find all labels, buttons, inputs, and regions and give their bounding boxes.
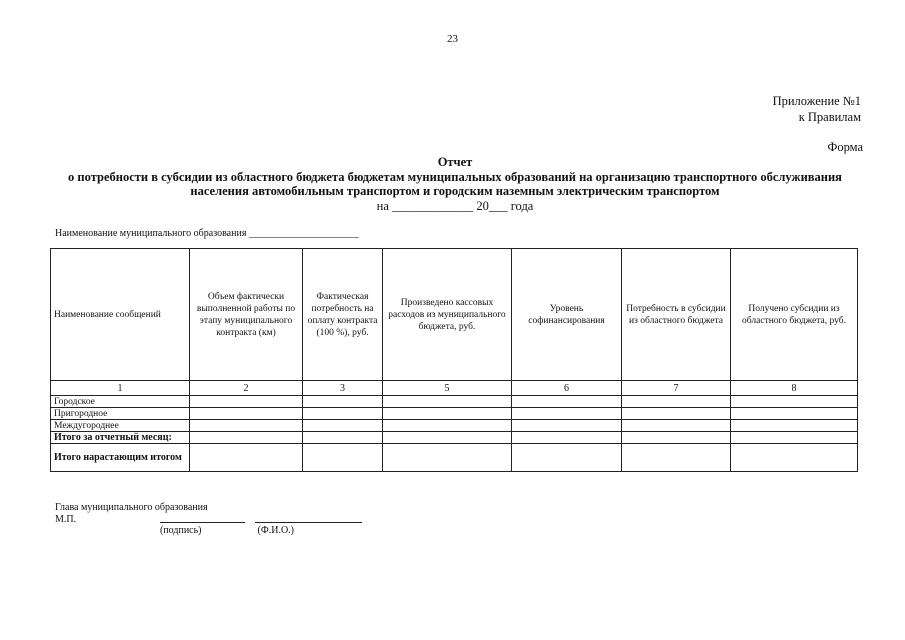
header-cell: Получено субсидии из областного бюджета, руб. xyxy=(731,249,858,381)
column-number: 8 xyxy=(731,381,858,396)
row-label: Пригородное xyxy=(51,408,190,420)
title-line-3: населения автомобильным транспортом и городским наземным электрическим транспортом xyxy=(190,184,720,198)
appendix-note xyxy=(773,93,861,125)
column-number-row xyxy=(51,381,858,396)
table-cell xyxy=(731,408,858,420)
table-header-row xyxy=(51,249,858,381)
table-cell xyxy=(512,420,622,432)
table-cell xyxy=(383,396,512,408)
table-cell xyxy=(731,420,858,432)
table-cell xyxy=(383,420,512,432)
signature-title: Глава муниципального образования xyxy=(55,502,208,513)
appendix-line-1: Приложение №1 xyxy=(772,94,861,108)
table-row-total-month xyxy=(51,432,858,444)
header-cell: Наименование сообщений xyxy=(51,249,190,381)
table-cell xyxy=(622,420,731,432)
column-number: 6 xyxy=(512,381,622,396)
header-cell: Фактическая потребность на оплату контракта (100 %), руб. xyxy=(303,249,383,381)
row-label: Итого нарастающим итогом xyxy=(51,444,190,472)
table-cell xyxy=(190,432,303,444)
stamp-label: М.П. xyxy=(55,514,77,525)
table-cell xyxy=(303,432,383,444)
report-period: на _____________ 20___ года xyxy=(376,199,534,213)
table-cell xyxy=(512,408,622,420)
column-number: 7 xyxy=(622,381,731,396)
table-cell xyxy=(190,396,303,408)
column-number: 1 xyxy=(51,381,190,396)
table-cell xyxy=(731,444,858,472)
table-cell xyxy=(383,432,512,444)
table-cell xyxy=(383,408,512,420)
table-cell xyxy=(190,444,303,472)
table-row xyxy=(51,396,858,408)
column-number: 2 xyxy=(190,381,303,396)
header-cell: Произведено кассовых расходов из муниципального бюджета, руб. xyxy=(383,249,512,381)
table-cell xyxy=(622,432,731,444)
table-cell xyxy=(383,444,512,472)
table-cell xyxy=(303,444,383,472)
row-label: Городское xyxy=(51,396,190,408)
appendix-line-2: к Правилам xyxy=(798,110,861,124)
header-cell: Уровень софинансирования xyxy=(512,249,622,381)
table-cell xyxy=(512,396,622,408)
row-label: Итого за отчетный месяц: xyxy=(51,432,190,444)
title-line-2: о потребности в субсидии из областного бюджета бюджетам муниципальных образований на организацию транспортного обслуживания xyxy=(68,169,842,184)
header-cell: Потребность в субсидии из областного бюджета xyxy=(622,249,731,381)
table-cell xyxy=(622,444,731,472)
name-label: (Ф.И.О.) xyxy=(257,525,295,536)
table-cell xyxy=(190,420,303,432)
report-table xyxy=(50,248,858,472)
signature-labels xyxy=(160,525,294,536)
report-title xyxy=(40,155,870,199)
name-line xyxy=(255,522,362,523)
table-row xyxy=(51,408,858,420)
municipality-label: Наименование муниципального образования ______________________ xyxy=(55,228,359,239)
table-cell xyxy=(303,408,383,420)
table-row-total-cumulative xyxy=(51,444,858,472)
signature-line xyxy=(160,522,245,523)
table-cell xyxy=(731,432,858,444)
page-number: 23 xyxy=(447,33,458,45)
column-number: 5 xyxy=(383,381,512,396)
table-cell xyxy=(303,396,383,408)
row-label: Междугороднее xyxy=(51,420,190,432)
header-cell: Объем фактически выполненной работы по этапу муниципального контракта (км) xyxy=(190,249,303,381)
column-number: 3 xyxy=(303,381,383,396)
table-cell xyxy=(512,444,622,472)
form-label: Форма xyxy=(827,140,863,154)
sign-label: (подпись) xyxy=(160,525,202,536)
table-cell xyxy=(512,432,622,444)
title-line-1: Отчет xyxy=(437,155,473,169)
table-cell xyxy=(622,408,731,420)
table-cell xyxy=(190,408,303,420)
table-cell xyxy=(303,420,383,432)
table-row xyxy=(51,420,858,432)
table-cell xyxy=(731,396,858,408)
table-cell xyxy=(622,396,731,408)
